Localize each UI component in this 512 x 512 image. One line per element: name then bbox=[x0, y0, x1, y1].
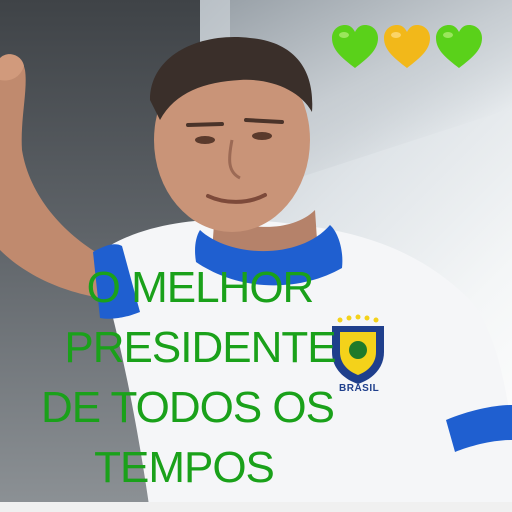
caption-line: PRESIDENTE bbox=[64, 323, 336, 372]
jersey-brasil-label: BRASIL bbox=[339, 383, 380, 394]
meme-caption bbox=[0, 258, 400, 498]
caption-line: TEMPOS bbox=[94, 443, 274, 492]
caption-line: DE TODOS OS bbox=[40, 383, 334, 432]
eye-right bbox=[252, 132, 272, 140]
eye-left bbox=[195, 136, 215, 144]
caption-line: O MELHOR bbox=[86, 263, 314, 312]
yellow-heart-icon bbox=[382, 24, 432, 70]
hearts-row bbox=[330, 24, 490, 74]
green-heart-icon bbox=[330, 24, 380, 70]
eyebrow-right bbox=[246, 120, 282, 122]
bottom-border bbox=[0, 502, 512, 512]
eyebrow-left bbox=[188, 124, 222, 125]
green-heart-icon bbox=[434, 24, 484, 70]
